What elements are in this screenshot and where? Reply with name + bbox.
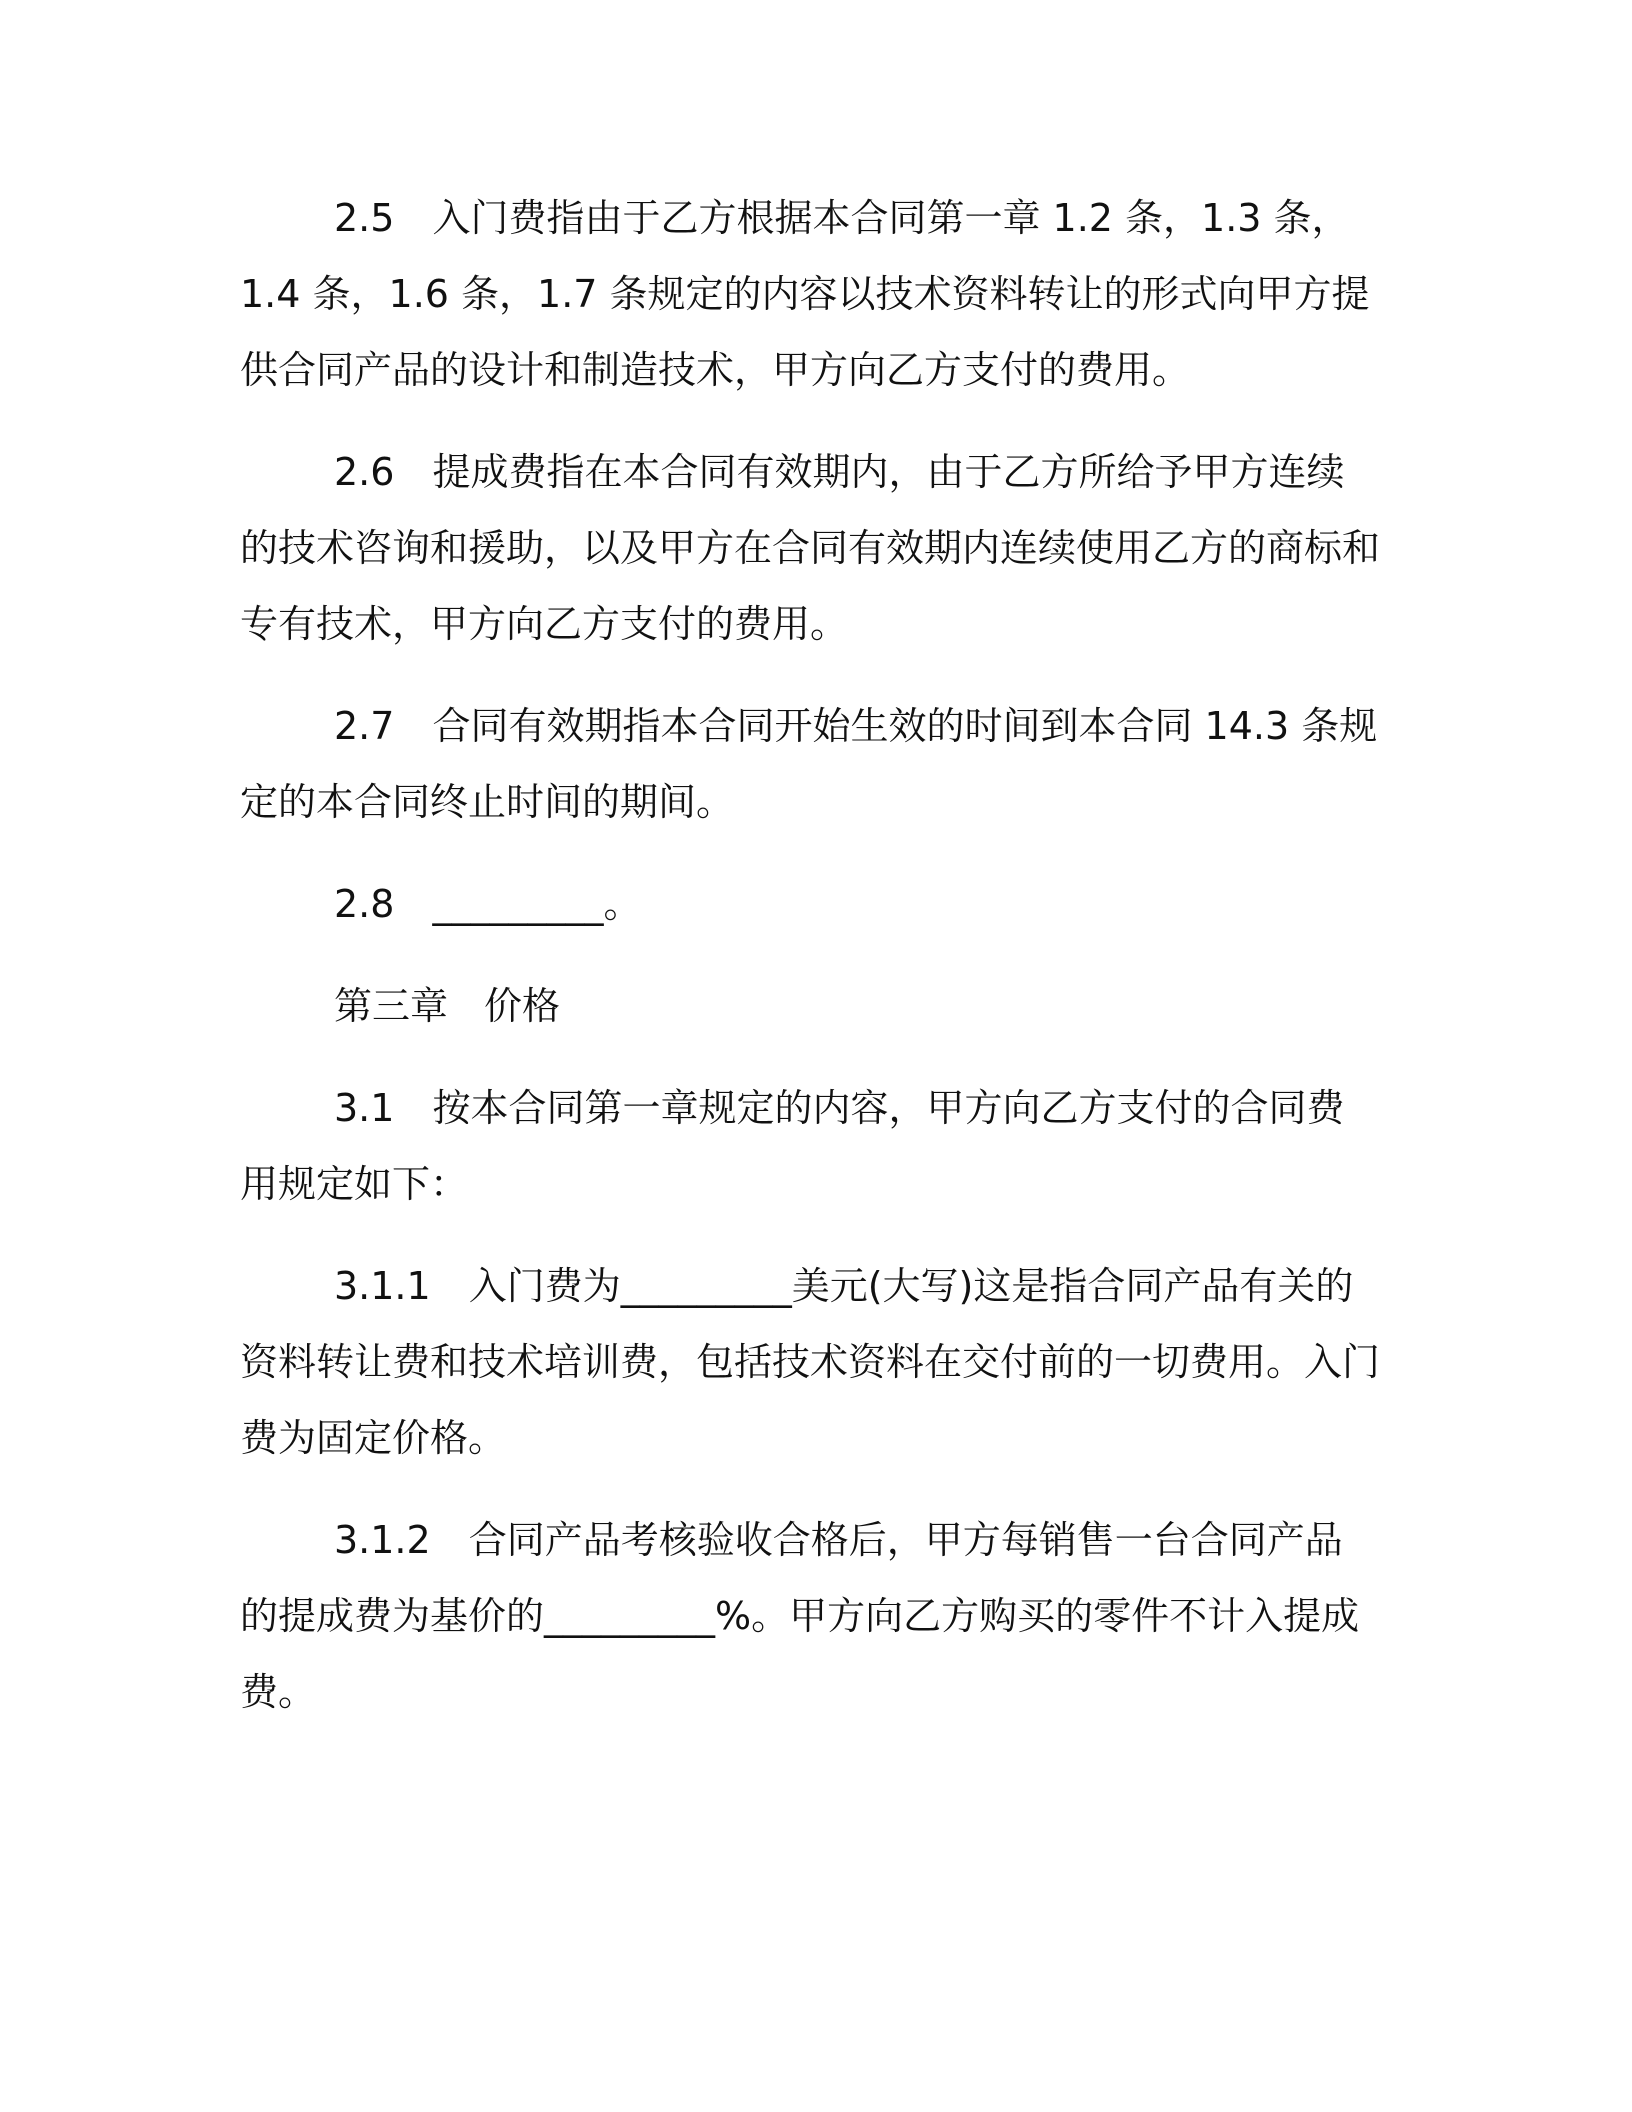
clause-text: _________。 bbox=[432, 882, 642, 926]
clause-2-5 bbox=[240, 180, 1380, 408]
clause-3-1-1 bbox=[240, 1248, 1380, 1476]
clause-text: 入门费指由于乙方根据本合同第一章 1.2 条，1.3 条，1.4 条，1.6 条，1.7 条规定的内容以技术资料转让的形式向甲方提供合同产品的设计和制造技术，甲方向乙方支付的费用。 bbox=[240, 196, 1370, 392]
clause-number: 2.8 bbox=[334, 882, 395, 926]
clause-number: 3.1.1 bbox=[334, 1264, 431, 1308]
clause-text: 合同有效期指本合同开始生效的时间到本合同 14.3 条规定的本合同终止时间的期间。 bbox=[240, 704, 1378, 824]
clause-number: 2.7 bbox=[334, 704, 395, 748]
chapter-title: 价格 bbox=[484, 984, 561, 1028]
clause-2-8 bbox=[240, 866, 1380, 942]
clause-2-7 bbox=[240, 688, 1380, 840]
clause-text: 入门费为_________美元(大写)这是指合同产品有关的资料转让费和技术培训费，包括技术资料在交付前的一切费用。入门费为固定价格。 bbox=[240, 1264, 1381, 1460]
clause-number: 2.6 bbox=[334, 450, 395, 494]
clause-number: 3.1.2 bbox=[334, 1518, 431, 1562]
clause-3-1-2 bbox=[240, 1502, 1380, 1730]
chapter-heading bbox=[240, 968, 1380, 1044]
document-body bbox=[240, 180, 1380, 1756]
clause-number: 3.1 bbox=[334, 1086, 395, 1130]
clause-2-6 bbox=[240, 434, 1380, 662]
clause-text: 提成费指在本合同有效期内，由于乙方所给予甲方连续的技术咨询和援助，以及甲方在合同有效期内连续使用乙方的商标和专有技术，甲方向乙方支付的费用。 bbox=[240, 450, 1381, 646]
clause-text: 合同产品考核验收合格后，甲方每销售一台合同产品的提成费为基价的_________%。甲方向乙方购买的零件不计入提成费。 bbox=[240, 1518, 1360, 1714]
clause-number: 2.5 bbox=[334, 196, 395, 240]
clause-text: 按本合同第一章规定的内容，甲方向乙方支付的合同费用规定如下： bbox=[240, 1086, 1345, 1206]
chapter-label: 第三章 bbox=[334, 984, 449, 1028]
clause-3-1 bbox=[240, 1070, 1380, 1222]
